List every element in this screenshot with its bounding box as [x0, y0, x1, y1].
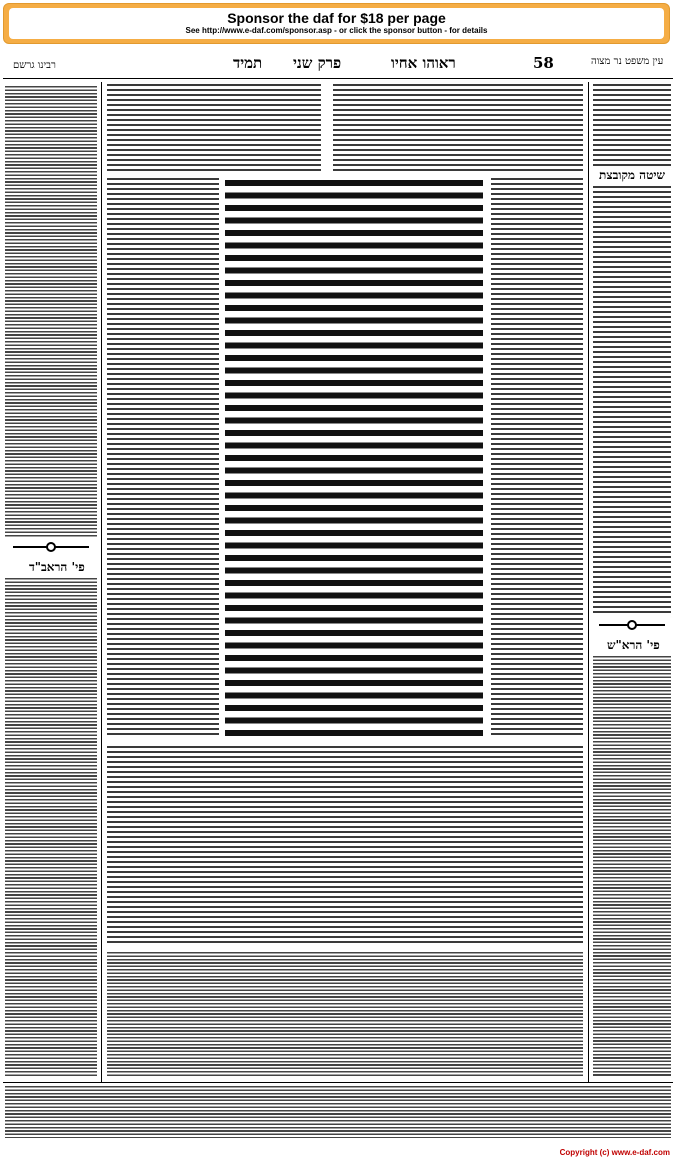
main-gemara-text	[225, 180, 483, 740]
bottom-notes	[5, 1086, 671, 1138]
copyright-notice[interactable]: Copyright (c) www.e-daf.com	[559, 1148, 670, 1157]
perek-title: פרק שני	[293, 54, 342, 72]
shita-mekubetzet-text	[593, 186, 671, 616]
shita-mekubetzet-label: שיטה מקובצת	[595, 168, 669, 183]
page-number: 58	[533, 54, 554, 72]
commentary-lower-full	[107, 746, 583, 946]
notes-bottom	[107, 952, 583, 1078]
sponsor-banner-inner[interactable]	[9, 8, 664, 39]
tractate-title: תמיד	[233, 54, 263, 72]
header-rule	[3, 78, 673, 79]
raavad-label: פי' הראב"ד	[25, 560, 89, 575]
chapter-title: ראוהו אחיו	[391, 54, 456, 72]
ornament-left	[13, 542, 89, 552]
right-divider	[588, 82, 589, 1082]
ein-mishpat-heading: עין משפט נר מצוה	[591, 56, 664, 67]
raavad-text	[5, 578, 97, 1078]
commentary-top-left	[107, 84, 321, 174]
commentary-left-column	[107, 178, 219, 738]
rabbeinu-gershom-heading: רבינו גרשם	[13, 60, 56, 71]
sponsor-title[interactable]: Sponsor the daf for $18 per page	[227, 10, 446, 26]
bottom-rule	[3, 1082, 673, 1083]
sponsor-subtitle[interactable]: See http://www.e-daf.com/sponsor.asp - or click the sponsor button - for details	[185, 26, 488, 35]
rosh-label: פי' הרא"ש	[603, 638, 664, 653]
ein-mishpat-text	[593, 84, 671, 168]
rosh-text	[593, 656, 671, 1076]
sponsor-banner[interactable]	[3, 3, 670, 44]
commentary-right-column	[491, 178, 583, 738]
commentary-top-right	[333, 84, 583, 174]
talmud-page	[3, 50, 673, 1150]
rabbeinu-gershom-text	[5, 86, 97, 538]
ornament-right	[599, 620, 665, 630]
left-divider	[101, 82, 102, 1082]
